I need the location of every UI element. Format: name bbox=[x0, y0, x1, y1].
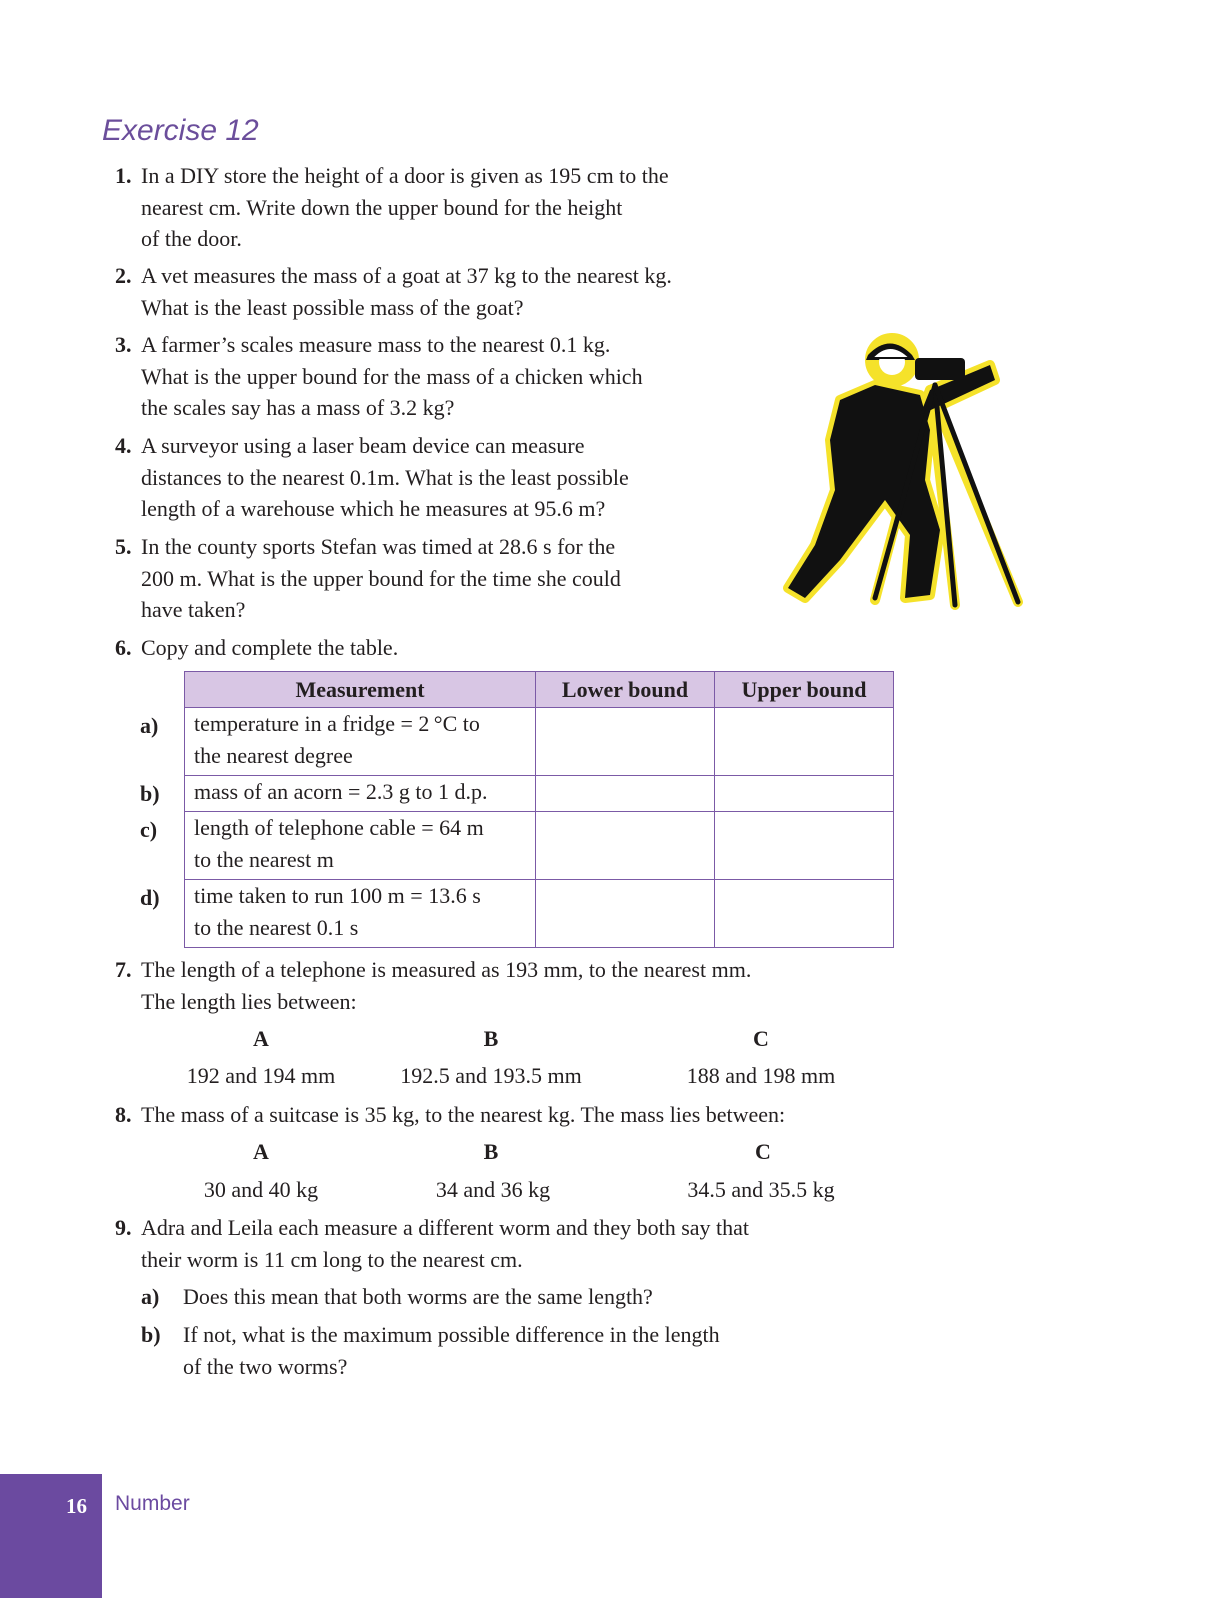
question-text-line: A farmer’s scales measure mass to the nearest 0.1 kg. bbox=[141, 332, 611, 357]
lower-bound-cell bbox=[536, 812, 715, 880]
table-header-row bbox=[185, 672, 894, 708]
measurement-text-line: mass of an acorn = 2.3 g to 1 d.p. bbox=[194, 779, 488, 804]
upper-bound-cell bbox=[715, 776, 894, 812]
question-9 bbox=[115, 1212, 750, 1275]
question-text-line: What is the least possible mass of the goat? bbox=[141, 294, 524, 320]
question-text-line: The length lies between: bbox=[141, 988, 357, 1014]
table-row-label: d) bbox=[140, 885, 160, 910]
upper-bound-cell bbox=[715, 880, 894, 948]
question-text-line: distances to the nearest 0.1m. What is the least possible bbox=[141, 464, 629, 490]
question-number: 7. bbox=[115, 957, 132, 982]
question-9-part-b bbox=[141, 1319, 720, 1382]
bounds-table bbox=[184, 671, 894, 948]
question-text-line: 200 m. What is the upper bound for the time she could bbox=[141, 565, 621, 591]
upper-bound-cell bbox=[715, 812, 894, 880]
option-text-b: 34 and 36 kg bbox=[435, 1177, 551, 1202]
option-text-c: 188 and 198 mm bbox=[686, 1063, 836, 1088]
option-text-a: 192 and 194 mm bbox=[186, 1063, 336, 1088]
option-text-c: 34.5 and 35.5 kg bbox=[687, 1177, 835, 1202]
part-label: b) bbox=[141, 1322, 161, 1347]
option-letter-a: A bbox=[253, 1026, 269, 1051]
part-text-line: of the two worms? bbox=[183, 1353, 348, 1379]
question-number: 1. bbox=[115, 163, 132, 188]
question-text-line: The mass of a suitcase is 35 kg, to the nearest kg. The mass lies between: bbox=[141, 1102, 786, 1127]
upper-bound-cell bbox=[715, 708, 894, 776]
section-name: Number bbox=[115, 1492, 190, 1515]
question-8 bbox=[115, 1099, 786, 1131]
question-2 bbox=[115, 260, 672, 323]
question-9-part-a bbox=[141, 1281, 653, 1313]
measurement-cell bbox=[185, 708, 536, 776]
exercise-title: Exercise 12 bbox=[102, 114, 259, 147]
question-7 bbox=[115, 954, 752, 1017]
question-text-line: nearest cm. Write down the upper bound for the height bbox=[141, 194, 623, 220]
lower-bound-cell bbox=[536, 776, 715, 812]
question-text-line: In the county sports Stefan was timed at 28.6 s for the bbox=[141, 534, 616, 559]
lower-bound-cell bbox=[536, 880, 715, 948]
table-row bbox=[185, 880, 894, 948]
question-text-line: of the door. bbox=[141, 226, 242, 251]
question-text-line: length of a warehouse which he measures at 95.6 m? bbox=[141, 496, 606, 521]
measurement-cell bbox=[185, 880, 536, 948]
question-number: 2. bbox=[115, 263, 132, 288]
table-row bbox=[185, 776, 894, 812]
question-text-line: Adra and Leila each measure a different worm and they both say that bbox=[141, 1215, 750, 1240]
table-row bbox=[185, 812, 894, 880]
question-number: 6. bbox=[115, 635, 132, 660]
page-number: 16 bbox=[66, 1494, 87, 1518]
table-row bbox=[185, 708, 894, 776]
option-text-b: 192.5 and 193.5 mm bbox=[400, 1063, 582, 1088]
measurement-cell bbox=[185, 812, 536, 880]
measurement-text-line: temperature in a fridge = 2 °C to bbox=[194, 711, 480, 736]
part-text-line: Does this mean that both worms are the same length? bbox=[183, 1284, 653, 1309]
column-header-lower-bound: Lower bound bbox=[536, 672, 715, 708]
question-text-line: their worm is 11 cm long to the nearest cm. bbox=[141, 1246, 523, 1272]
option-letter-c: C bbox=[753, 1026, 769, 1051]
question-5 bbox=[115, 531, 621, 626]
question-text-line: Copy and complete the table. bbox=[141, 635, 399, 660]
column-header-measurement: Measurement bbox=[185, 672, 536, 708]
question-text-line: A surveyor using a laser beam device can measure bbox=[141, 433, 585, 458]
part-label: a) bbox=[141, 1284, 160, 1309]
question-number: 5. bbox=[115, 534, 132, 559]
question-text-line: What is the upper bound for the mass of a chicken which bbox=[141, 363, 643, 389]
question-number: 3. bbox=[115, 332, 132, 357]
question-number: 4. bbox=[115, 433, 132, 458]
measurement-text-line: the nearest degree bbox=[194, 742, 353, 768]
measurement-cell bbox=[185, 776, 536, 812]
question-text-line: A vet measures the mass of a goat at 37 kg to the nearest kg. bbox=[141, 263, 672, 288]
question-number: 9. bbox=[115, 1215, 132, 1240]
option-text-a: 30 and 40 kg bbox=[203, 1177, 319, 1202]
column-header-upper-bound: Upper bound bbox=[715, 672, 894, 708]
measurement-text-line: to the nearest 0.1 s bbox=[194, 914, 359, 940]
question-1 bbox=[115, 160, 669, 255]
table-row-label: b) bbox=[140, 781, 160, 806]
option-letter-c: C bbox=[755, 1139, 771, 1164]
question-number: 8. bbox=[115, 1102, 132, 1127]
question-text-line: The length of a telephone is measured as 193 mm, to the nearest mm. bbox=[141, 957, 752, 982]
question-6 bbox=[115, 632, 399, 664]
question-3 bbox=[115, 329, 643, 424]
surveyor-with-theodolite-icon bbox=[780, 330, 1030, 615]
table-row-label: c) bbox=[140, 817, 158, 842]
measurement-text-line: to the nearest m bbox=[194, 846, 334, 872]
lower-bound-cell bbox=[536, 708, 715, 776]
footer-accent-bar bbox=[0, 1474, 102, 1598]
measurement-text-line: length of telephone cable = 64 m bbox=[194, 815, 484, 840]
table-row-label: a) bbox=[140, 713, 159, 738]
option-letter-a: A bbox=[253, 1139, 269, 1164]
option-letter-b: B bbox=[483, 1139, 499, 1164]
question-text-line: have taken? bbox=[141, 597, 246, 622]
question-4 bbox=[115, 430, 629, 525]
question-text-line: In a DIY store the height of a door is given as 195 cm to the bbox=[141, 163, 669, 188]
measurement-text-line: time taken to run 100 m = 13.6 s bbox=[194, 883, 481, 908]
question-text-line: the scales say has a mass of 3.2 kg? bbox=[141, 395, 455, 420]
option-letter-b: B bbox=[483, 1026, 499, 1051]
part-text-line: If not, what is the maximum possible difference in the length bbox=[183, 1322, 720, 1347]
